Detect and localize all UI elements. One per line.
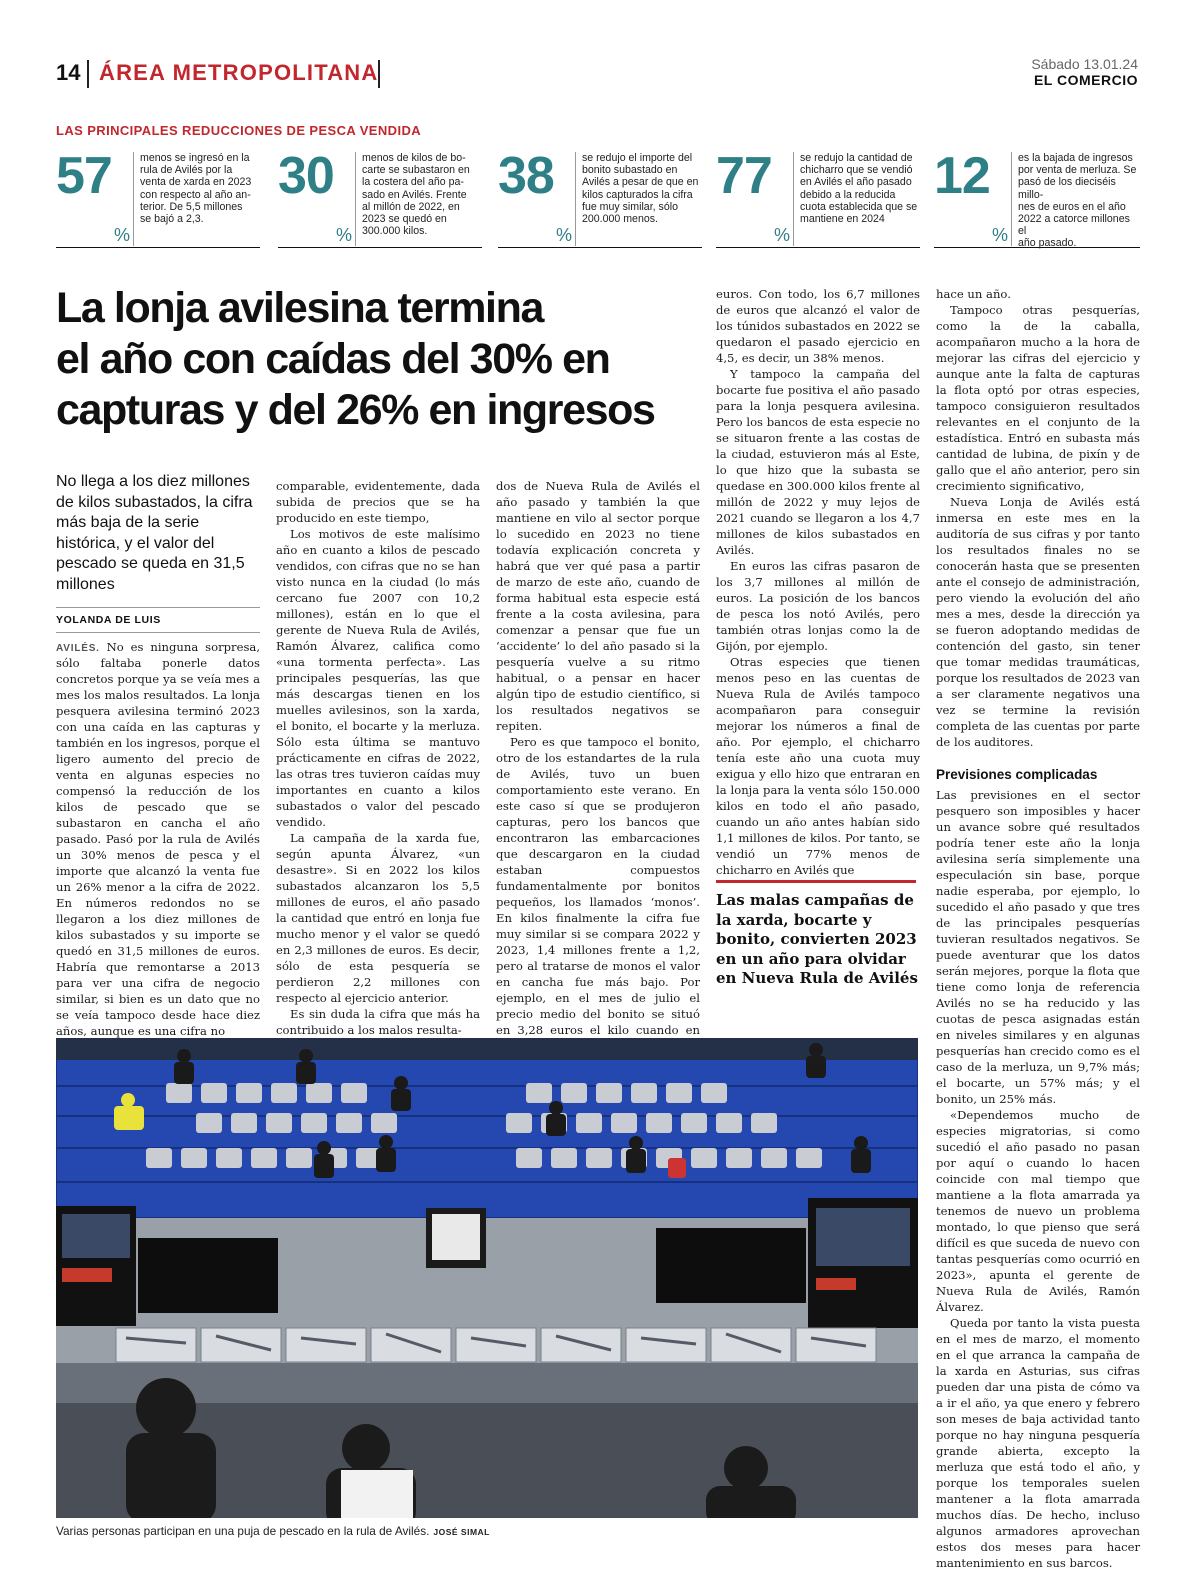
stat-line: al millón de 2022, en <box>362 200 460 213</box>
paragraph: hace un año. <box>936 287 1011 301</box>
stats-kicker: LAS PRINCIPALES REDUCCIONES DE PESCA VENDIDA <box>56 123 422 138</box>
caption-text: Varias personas participan en una puja de pescado en la rula de Avilés. <box>56 1524 430 1538</box>
stat-line: debido a la reducida <box>800 188 896 201</box>
pullquote: Las malas campañas de la xarda, bocarte y bonito, convierten 2023 en un año para olvidar en Nueva Rula de Avilés <box>716 891 918 987</box>
section-title: ÁREA METROPOLITANA <box>99 60 379 85</box>
paragraph: Es sin duda la cifra que más ha contribuido a los malos resulta- <box>276 1007 480 1037</box>
photo-caption <box>56 1524 490 1538</box>
stat-description <box>140 152 251 225</box>
stat-line: menos de kilos de bo- <box>362 152 466 164</box>
stat-line: fue muy similar, sólo <box>582 200 678 213</box>
stat-line: año pasado. <box>1018 237 1077 250</box>
stat-line: rula de Avilés por la <box>140 164 233 177</box>
stat-line: 2023 se quedó en <box>362 213 447 226</box>
stat-line: 300.000 kilos. <box>362 225 428 238</box>
stat-value: 30 <box>278 147 334 205</box>
stat-box <box>934 147 1140 250</box>
stat-line: es la bajada de ingresos <box>1018 152 1133 164</box>
paragraph <box>56 639 260 1039</box>
stat-box <box>278 147 482 248</box>
stat-line: kilos capturados la cifra <box>582 188 693 201</box>
stat-divider <box>575 152 576 246</box>
stat-line: en Avilés el año pasado <box>800 176 912 189</box>
stat-line: se redujo el importe del <box>582 152 693 164</box>
pullquote-rule <box>716 880 916 883</box>
stat-line: chicharro que se vendió <box>800 164 913 177</box>
dateline: AVILÉS. <box>56 643 100 654</box>
stat-description <box>800 152 917 225</box>
percent-sign: % <box>556 225 573 245</box>
stat-line: cuota establecida que se <box>800 200 918 213</box>
paragraph: Los motivos de este malísimo año en cuanto a kilos de pescado vendidos, con cifras que no se han visto nunca en la ciudad (lo más cercano fue 2007 con 10,2 millones), están en lo que el gerente de Nueva Rula de Avilés, Ramón Álvarez, califica como «una tormenta perfecta». Las principales pesquerías, las que más descargas tienen en los muelles avilesinos, son la xarda, el bonito, el bocarte y la merluza. Sólo esta última se mantuvo prácticamente en cifras de 2022, las otras tres tuvieron caídas muy importantes en cuanto a kilos subastados o valor del pescado vendido. <box>276 527 480 829</box>
stat-line: con respecto al año an- <box>140 188 251 201</box>
stat-box <box>716 147 920 248</box>
stat-line: por venta de merluza. Se <box>1018 164 1137 177</box>
stat-description <box>1018 152 1140 250</box>
stat-line: carte se subastaron en <box>362 164 470 177</box>
stat-value: 57 <box>56 147 112 205</box>
page-number: 14 <box>56 60 81 85</box>
stat-description <box>582 152 698 225</box>
article-column-4 <box>716 286 920 878</box>
stat-line: terior. De 5,5 millones <box>140 200 243 213</box>
article-column-5 <box>936 286 1140 1571</box>
stat-box <box>498 147 702 248</box>
paragraph: Queda por tanto la vista puesta en el mes de marzo, el momento en el que arranca la campaña de la xarda en Asturias, sus cifras pueden dar una pista de cómo va a ir el año, ya que enero y febrero son meses de baja actividad tanto porque no hay ninguna pesquería grande abierta, excepto la merluza que está todo el año, y porque los temporales suelen mantener a la flota amarrada muchos días. De hecho, incluso algunos armadores aprovechan estos dos meses para hacer mantenimiento en sus barcos. <box>936 1316 1140 1570</box>
stat-line: 200.000 menos. <box>582 213 658 226</box>
byline-rule <box>56 632 260 633</box>
article-column-3 <box>496 478 700 1054</box>
percent-sign: % <box>992 225 1009 245</box>
byline-rule <box>56 607 260 608</box>
paragraph: En euros las cifras pasaron de los 3,7 millones al millón de euros. La posición de los bancos de pesca los notó Avilés, pero también otras lonjas como la de Gijón, por ejemplo. <box>716 559 920 653</box>
photo-credit: JOSÉ SIMAL <box>433 1527 490 1537</box>
fish-auction-illustration <box>56 1038 918 1518</box>
paragraph: «Dependemos mucho de especies migratorias, si como sucedió el año pasado no pasan por aquí o cuando lo hacen coincide con mal tiempo que mantiene a la flota amarrada ya tenemos de nuevo un problema montado, lo que pienso que será difícil es que suceda de nuevo con tantas pesquerías como ocurrió en 2023», apunta el gerente de Nueva Rula de Avilés, Ramón Álvarez. <box>936 1108 1140 1314</box>
paragraph: La campaña de la xarda fue, según apunta Álvarez, «un desastre». Si en 2022 los kilos subastados alcanzaron los 5,5 millones de euros, el año pasado la cantidad que entró en lonja fue mucho menor y el valor se quedó en 2,3 millones de euros. Es decir, sólo de esta pesquería se perdieron 2,2 millones con respecto al ejercicio anterior. <box>276 831 480 1005</box>
paragraph: Tampoco otras pesquerías, como la de la caballa, acompañaron mucho a la hora de mejorar las cifras del ejercicio y aunque ante la falta de capturas la flota optó por otras especies, tampoco consiguieron resultados relevantes en el conjunto de la estadística. Entró en subasta más cantidad de lubina, de pixín y de gallo que el año anterior, pero sin crecimiento significativo, <box>936 303 1140 493</box>
paragraph: dos de Nueva Rula de Avilés el año pasado y también la que mantiene en vilo al sector porque lo sucedido en 2023 no tiene todavía explicación concreta y habrá que ver qué pasa a partir de marzo de este año, cuando de forma habitual esta especie está frente a la costa avilesina, para comenzar a pensar que fue un ‘accidente’ lo del año pasado si la pesquería vuelve a su ritmo habitual, o a pensar en hacer algún tipo de estudio científico, si los resultados negativos se repiten. <box>496 479 700 733</box>
paragraph: Nueva Lonja de Avilés está inmersa en este mes en la auditoría de sus cifras y por tanto los resultados finales no se conocerán hasta que se presenten ante el consejo de administración, pero viendo la evolución del año mes a mes, desde la dirección ya se fueron adoptando medidas de contención del gasto, sin tener que tomar medidas traumáticas, porque los resultados de 2023 van a ser claramente negativos una vez se termine la revisión completa de las cuentas por parte de los auditores. <box>936 495 1140 749</box>
stat-value: 38 <box>498 147 554 205</box>
headline-line: el año con caídas del 30% en <box>56 335 610 383</box>
stat-divider <box>133 152 134 246</box>
stat-line: menos se ingresó en la <box>140 152 250 164</box>
section-heading: Previsiones complicadas <box>936 767 1098 782</box>
paragraph: euros. Con todo, los 6,7 millones de euros que alcanzó el valor de los túnidos subastados en 2022 se quedaron el pasado ejercicio en 4,5, es decir, un 38% menos. <box>716 287 920 365</box>
stat-line: pasó de los dieciséis millo- <box>1018 176 1116 201</box>
paragraph: Otras especies que tienen menos peso en las cuentas de Nueva Rula de Avilés tampoco acompañaron para conseguir mejorar los números a final de año. Por ejemplo, el chicharro tenía este año una cuota muy exigua y ello hizo que entraran en la lonja para la venta sólo 150.000 kilos en todo el año pasado, cuando un año antes habían sido 1,1 millones de kilos. Por tanto, se vendió un 77% menos de chicharro en Avilés que <box>716 655 920 877</box>
issue-date: Sábado 13.01.24 <box>1031 56 1138 72</box>
header-divider <box>378 60 380 88</box>
stat-line: se redujo la cantidad de <box>800 152 913 164</box>
percent-sign: % <box>336 225 353 245</box>
headline-line: capturas y del 26% en ingresos <box>56 386 655 434</box>
stat-value: 77 <box>716 147 772 205</box>
header-divider <box>87 60 89 88</box>
auction-photo <box>56 1038 918 1518</box>
paragraph: Pero es que tampoco el bonito, otro de los estandartes de la rula de Avilés, tuvo un buen comportamiento este verano. En este caso sí que se produjeron capturas, pero los bancos que encontraron las embarcaciones que descargaron en la ciudad estaban compuestos fundamentalmente por bonitos pequeños, los llamados ‘monos’. En kilos finalmente la cifra fue muy similar si se compara 2022 y 2023, 1,4 millones frente a 1,2, pero al tratarse de monos el valor en cancha fue más bajo. Por ejemplo, en el mes de julio el precio medio del bonito se situó en 3,28 euros el kilo cuando en <box>496 735 700 1037</box>
headline-line: La lonja avilesina termina <box>56 284 543 332</box>
stat-line: 2022 a catorce millones el <box>1018 213 1130 238</box>
stat-description <box>362 152 470 237</box>
paragraph-text: No es ninguna sorpresa, sólo faltaba ponerle datos concretos porque ya se veía mes a mes los malos resultados. La lonja pesquera avilesina terminó 2023 con una caída en las capturas y también en los ingresos, porque el ligero aumento del precio de venta en algunas especies no compensó la reducción de los kilos de pescado que se subastaron en cancha el año pasado. Pasó por la rula de Avilés un 30% menos de pesca y el importe que alcanzó la venta fue un 26% menor a la cifra de 2022. En números redondos no se llegaron a los diez millones de kilos subastados y su importe se quedó en 31,5 millones de euros. Habría que remontarse a 2013 para ver una cifra de negocio similar, si bien es un dato que no se veía tampoco desde hace diez años, aunque es una cifra no <box>56 640 260 1038</box>
article-column-2 <box>276 478 480 1038</box>
article-column-1 <box>56 639 260 1039</box>
stat-line: venta de xarda en 2023 <box>140 176 252 189</box>
stat-line: bonito subastado en <box>582 164 678 177</box>
stat-line: se bajó a 2,3. <box>140 213 204 226</box>
percent-sign: % <box>114 225 131 245</box>
byline: YOLANDA DE LUIS <box>56 614 161 626</box>
stat-divider <box>355 152 356 246</box>
percent-sign: % <box>774 225 791 245</box>
stat-divider <box>793 152 794 246</box>
stat-box <box>56 147 260 248</box>
stat-line: mantiene en 2024 <box>800 213 885 226</box>
subheadline: No llega a los diez millones de kilos subastados, la cifra más baja de la serie histórica, y el valor del pescado se queda en 31,5 millones <box>56 473 253 593</box>
stat-value: 12 <box>934 147 990 205</box>
headline <box>56 283 706 436</box>
paragraph: Las previsiones en el sector pesquero son imposibles y hacer un avance sobre qué resultados podría tener este año la lonja avilesina sería simplemente una especulación sin base, porque nadie esperaba, por ejemplo, lo sucedido el año pasado y que tres de las principales pesquerías tuvieran resultados negativos. Se puede aventurar que los datos serán mejores, porque la flota que tiene como lonja de referencia Avilés no se ha reducido y las cuotas de pesca asignadas están en niveles similares y en algunas pesquerías han crecido como es el caso de la merluza, un 9,7% más; el bocarte, un 57% más; y el bonito, un 25% más. <box>936 788 1140 1106</box>
paragraph: comparable, evidentemente, dada subida de precios que se ha producido en este tiempo, <box>276 479 480 525</box>
stat-divider <box>1011 152 1012 246</box>
paragraph: Y tampoco la campaña del bocarte fue positiva el año pasado para la lonja pesquera avilesina. Pero los bancos de esta especie no se situaron frente a las costas de la ciudad, estuvieron más al Este, lo que hizo que la subasta se quedase en 300.000 kilos frente al millón de 2022 y muy lejos de 2021 cuando se llegaron a los 4,7 millones de kilos subastados en Avilés. <box>716 367 920 557</box>
stat-line: sado en Avilés. Frente <box>362 188 467 201</box>
stat-line: Avilés a pesar de que en <box>582 176 699 189</box>
newspaper-name: EL COMERCIO <box>1033 72 1138 88</box>
stat-line: nes de euros en el año <box>1018 200 1126 213</box>
stat-line: la costera del año pa- <box>362 176 464 189</box>
